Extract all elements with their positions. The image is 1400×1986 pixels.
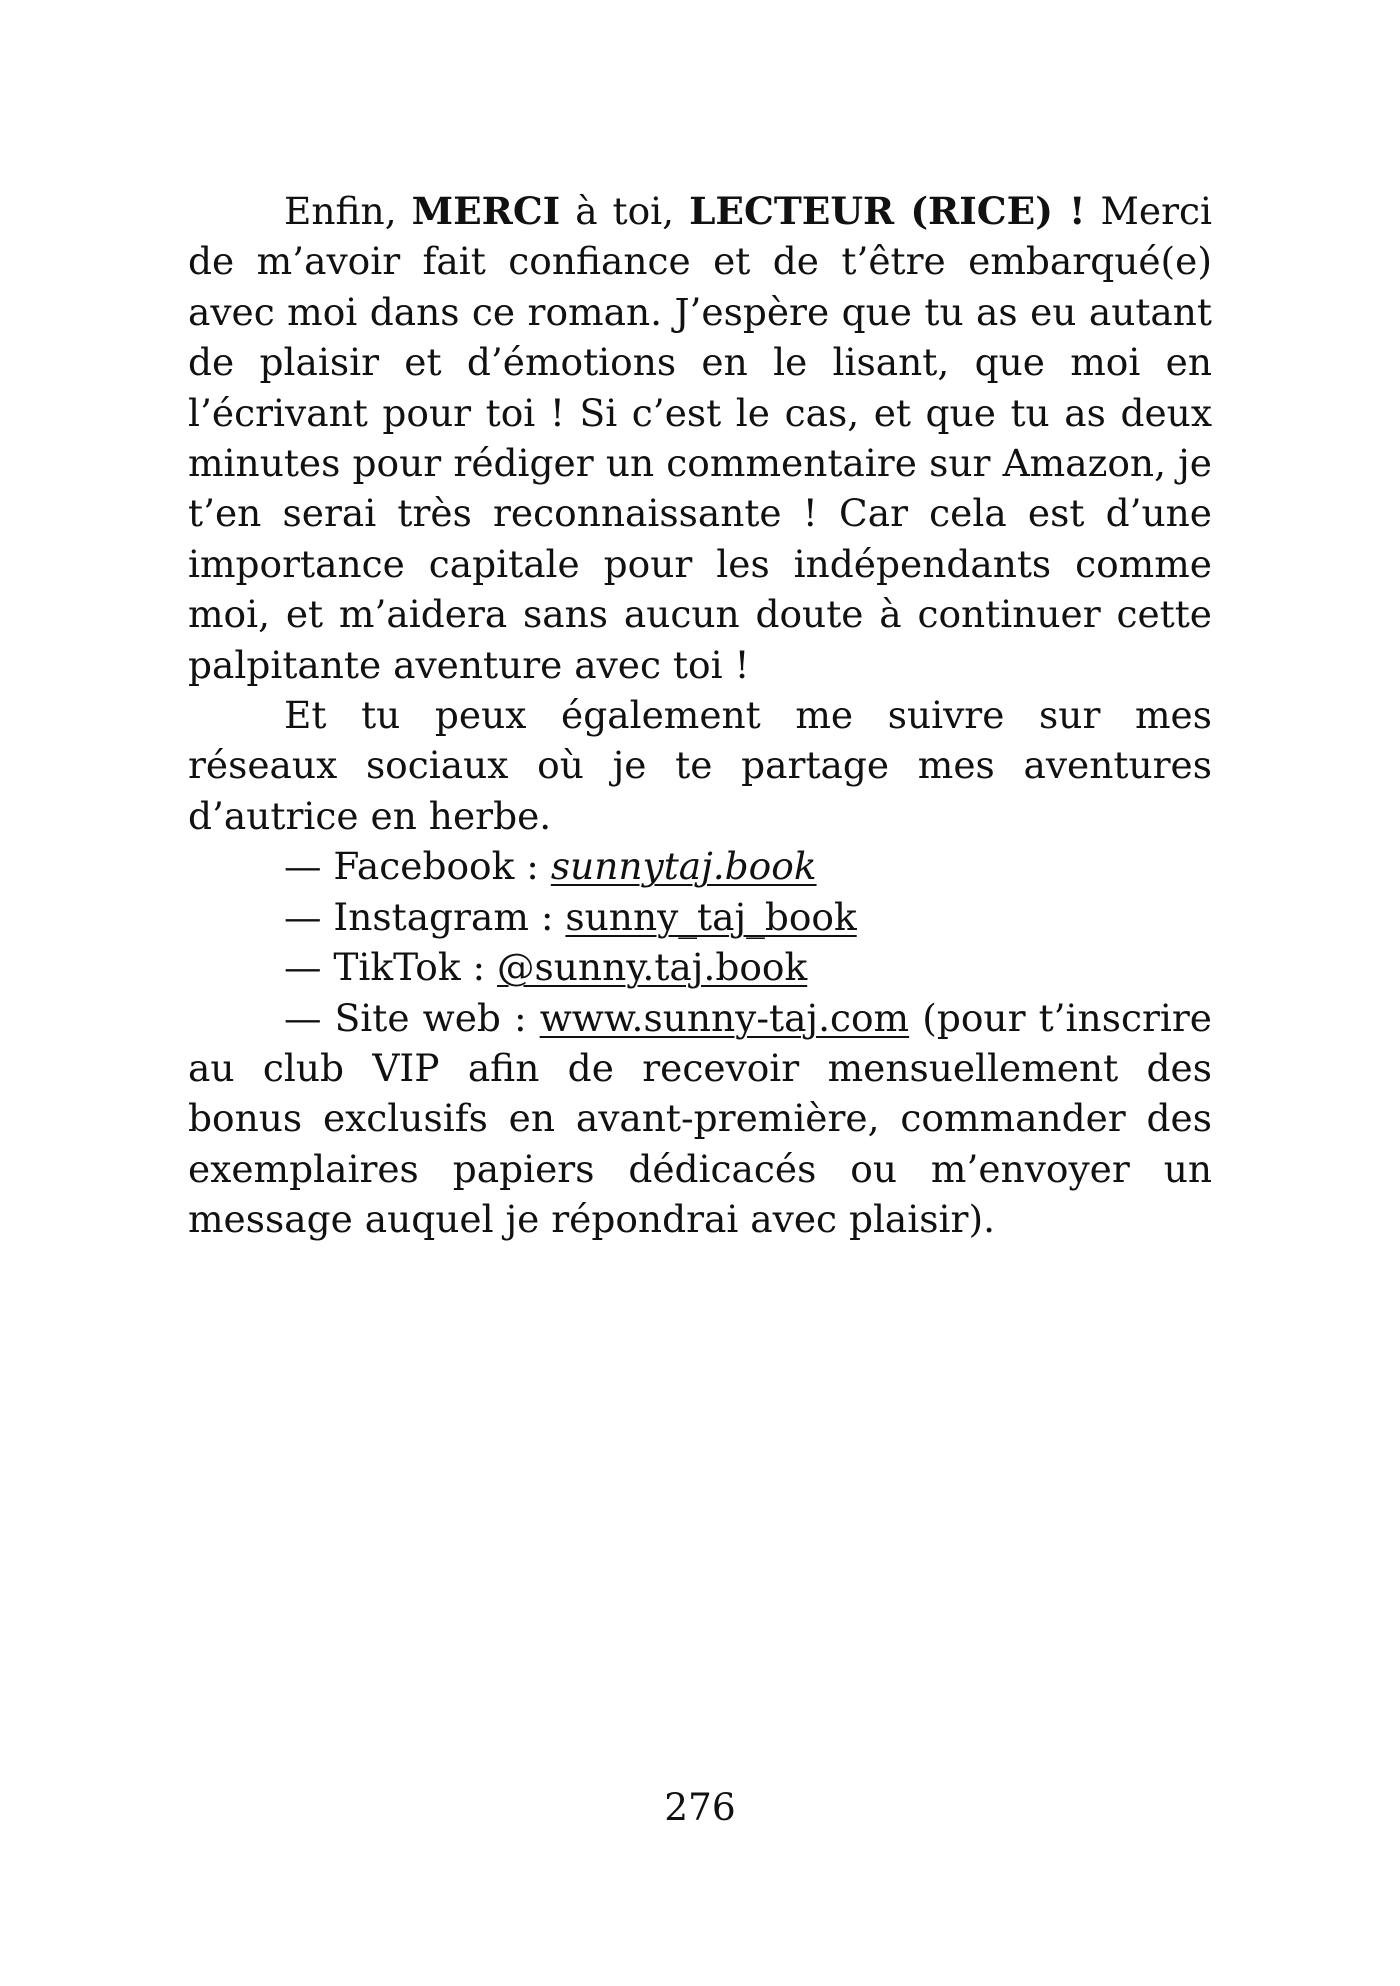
page-body xyxy=(188,186,1212,1245)
facebook-line xyxy=(188,841,1212,891)
lecteur-emphasis: LECTEUR (RICE) ! xyxy=(689,189,1086,233)
tiktok-line xyxy=(188,942,1212,992)
website-paragraph xyxy=(188,993,1212,1245)
website-link[interactable]: www.sunny-taj.com xyxy=(539,995,910,1040)
page-number: 276 xyxy=(664,1785,736,1829)
website-note: (pour t’inscrire au club VIP afin de recevoir mensuellement des bonus exclusifs en avant-première, commander des exemplaires papiers dédicacés ou m’envoyer un message auquel je répondrai avec plaisir). xyxy=(188,995,1212,1242)
instagram-line xyxy=(188,892,1212,942)
socials-intro-paragraph: Et tu peux également me suivre sur mes réseaux sociaux où je te partage mes aventures d’autrice en herbe. xyxy=(188,693,1212,838)
merci-emphasis: MERCI xyxy=(411,189,561,233)
tiktok-label: — TikTok : xyxy=(284,945,498,990)
instagram-label: — Instagram : xyxy=(284,894,566,939)
instagram-link[interactable]: sunny_taj_book xyxy=(565,894,857,939)
facebook-label: — Facebook : xyxy=(284,844,551,889)
acknowledgment-intro: Enfin, xyxy=(284,189,412,233)
acknowledgment-body: Merci de m’avoir fait confiance et de t’être embarqué(e) avec moi dans ce roman. J’espère que tu as eu autant de plaisir et d’émotions en le lisant, que moi en l’écrivant pour toi ! Si c’est le cas, et que tu as deux minutes pour rédiger un commentaire sur Amazon, je t’en serai très reconnaissante ! Car cela est d’une importance capitale pour les indépendants comme moi, et m’aidera sans aucun doute à continuer cette palpitante aventure avec toi ! xyxy=(188,189,1212,687)
acknowledgment-mid: à toi, xyxy=(560,189,690,233)
tiktok-link[interactable]: @sunny.taj.book xyxy=(497,945,808,990)
acknowledgment-paragraph xyxy=(188,186,1212,690)
website-label: — Site web : xyxy=(284,995,540,1040)
facebook-link[interactable]: sunnytaj.book xyxy=(550,844,817,889)
